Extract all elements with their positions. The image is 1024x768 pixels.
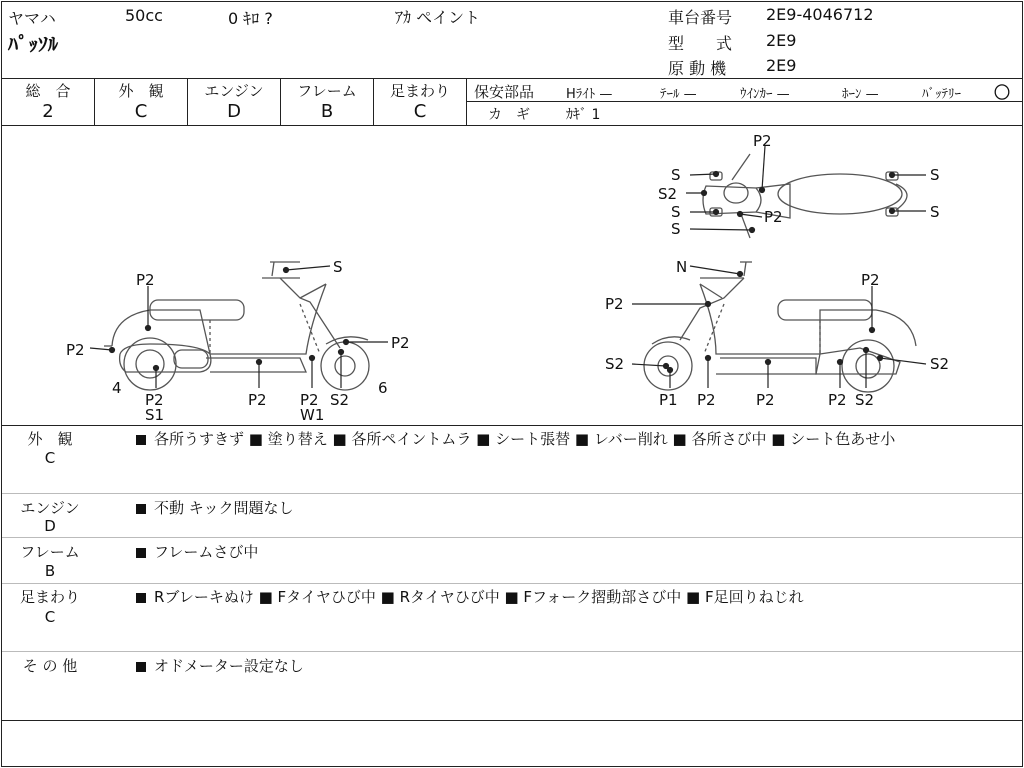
top-label: S2 — [658, 185, 678, 203]
top-label: S — [671, 203, 681, 221]
left-label: 4 — [112, 379, 122, 397]
remark-grade-engine: D — [44, 517, 56, 535]
right-label: P2 — [697, 391, 716, 409]
grade-header-overall: 総 合 — [25, 82, 71, 100]
grade-suspension: C — [413, 101, 427, 122]
left-label: P2 — [300, 391, 319, 409]
grade-frame: B — [320, 101, 334, 122]
top-label: P2 — [764, 208, 783, 226]
maker: ヤマハ — [8, 9, 56, 28]
displacement: 50cc — [125, 6, 163, 25]
right-label: P2 — [861, 271, 880, 289]
grade-table-top-line — [2, 78, 1022, 79]
remark-label-engine: エンジン — [20, 499, 80, 517]
engine-label: 原 動 機 — [668, 59, 727, 78]
remarks-bottom-line — [2, 720, 1022, 721]
safety-label: 保安部品 — [474, 83, 535, 101]
bullet-icon — [136, 435, 146, 445]
grade-header-frame: フレーム — [297, 82, 357, 100]
battery-ok-mark: 〇 — [994, 83, 1011, 102]
safety-item-taillight: ﾃｰﾙ — — [660, 87, 697, 102]
left-label: 6 — [378, 379, 388, 397]
remark-label-suspension: 足まわり — [19, 588, 80, 606]
remark-text-exterior: 各所うすきず ■ 塗り替え ■ 各所ペイントムラ ■ シート張替 ■ レバー削れ ■ 各所さび中 ■ シート色あせ小 — [136, 428, 1016, 450]
remark-label-exterior: 外 観 — [27, 430, 73, 448]
model-name: ﾊﾟｯｿﾙ — [8, 32, 58, 56]
left-label: S — [333, 258, 343, 276]
safety-item-winker: ｳｲﾝｶｰ — — [740, 87, 790, 102]
remarks-divider — [2, 493, 1022, 494]
remark-text-suspension: Rブレーキぬけ ■ Fタイヤひび中 ■ Rタイヤひび中 ■ Fフォーク摺動部さび中 ■ F足回りねじれ — [136, 586, 804, 607]
type-label: 型 式 — [668, 34, 733, 53]
remark-label-other: そ の 他 — [22, 657, 78, 675]
right-label: P2 — [828, 391, 847, 409]
frame-number-label: 車台番号 — [668, 8, 733, 27]
remarks-divider — [2, 583, 1022, 584]
left-label: W1 — [300, 406, 325, 424]
left-label: P2 — [66, 341, 85, 359]
remarks-top-line — [2, 425, 1022, 426]
safety-item-headlight: Hﾗｲﾄ — — [566, 87, 613, 102]
right-label: S2 — [855, 391, 875, 409]
left-label: P2 — [391, 334, 410, 352]
right-label: N — [676, 258, 688, 276]
color: ｱｶ ペイント — [395, 8, 481, 27]
safety-item-horn: ﾎｰﾝ — — [842, 87, 879, 102]
right-label: S2 — [930, 355, 950, 373]
bullet-icon — [136, 504, 146, 514]
top-label: S — [930, 166, 940, 184]
grade-header-engine: エンジン — [204, 82, 264, 100]
right-label: P2 — [756, 391, 775, 409]
top-label: P2 — [753, 132, 772, 150]
top-label: S — [930, 203, 940, 221]
left-label: P2 — [145, 391, 164, 409]
frame-number: 2E9-4046712 — [766, 5, 874, 24]
top-label: S — [671, 166, 681, 184]
grade-overall: 2 — [42, 101, 54, 122]
left-label: P2 — [136, 271, 155, 289]
top-view-scooter — [703, 154, 907, 238]
left-label: S2 — [330, 391, 350, 409]
right-label: S2 — [605, 355, 625, 373]
top-label: S — [671, 220, 681, 238]
remark-text-frame: フレームさび中 — [136, 541, 258, 562]
grade-header-exterior: 外 観 — [118, 82, 164, 100]
bullet-icon — [136, 662, 146, 672]
left-label: P2 — [248, 391, 267, 409]
remark-label-frame: フレーム — [20, 543, 80, 561]
right-label: P1 — [659, 391, 678, 409]
damage-diagram — [0, 126, 1024, 426]
remarks-divider — [2, 537, 1022, 538]
grade-engine: D — [227, 101, 241, 122]
remark-grade-exterior: C — [44, 449, 56, 467]
bullet-icon — [136, 593, 146, 603]
safety-item-battery: ﾊﾞｯﾃﾘｰ — [922, 87, 961, 102]
remarks-divider — [2, 651, 1022, 652]
bullet-icon — [136, 548, 146, 558]
left-label: S1 — [145, 406, 165, 424]
right-label: P2 — [605, 295, 624, 313]
remark-grade-suspension: C — [44, 608, 56, 626]
remark-grade-frame: B — [44, 562, 56, 580]
type-value: 2E9 — [766, 31, 797, 50]
grade-header-suspension: 足まわり — [389, 82, 450, 100]
damage-markers — [90, 146, 926, 388]
key-label: カ ギ — [488, 107, 530, 123]
remark-text-other: オドメーター設定なし — [136, 655, 304, 676]
remark-text-engine: 不動 キック問題なし — [136, 497, 293, 518]
engine-value: 2E9 — [766, 56, 797, 75]
grade-exterior: C — [134, 101, 148, 122]
key-value: ｶｷﾞ 1 — [566, 107, 601, 123]
mileage: 0 ｷﾛ ? — [228, 9, 273, 28]
